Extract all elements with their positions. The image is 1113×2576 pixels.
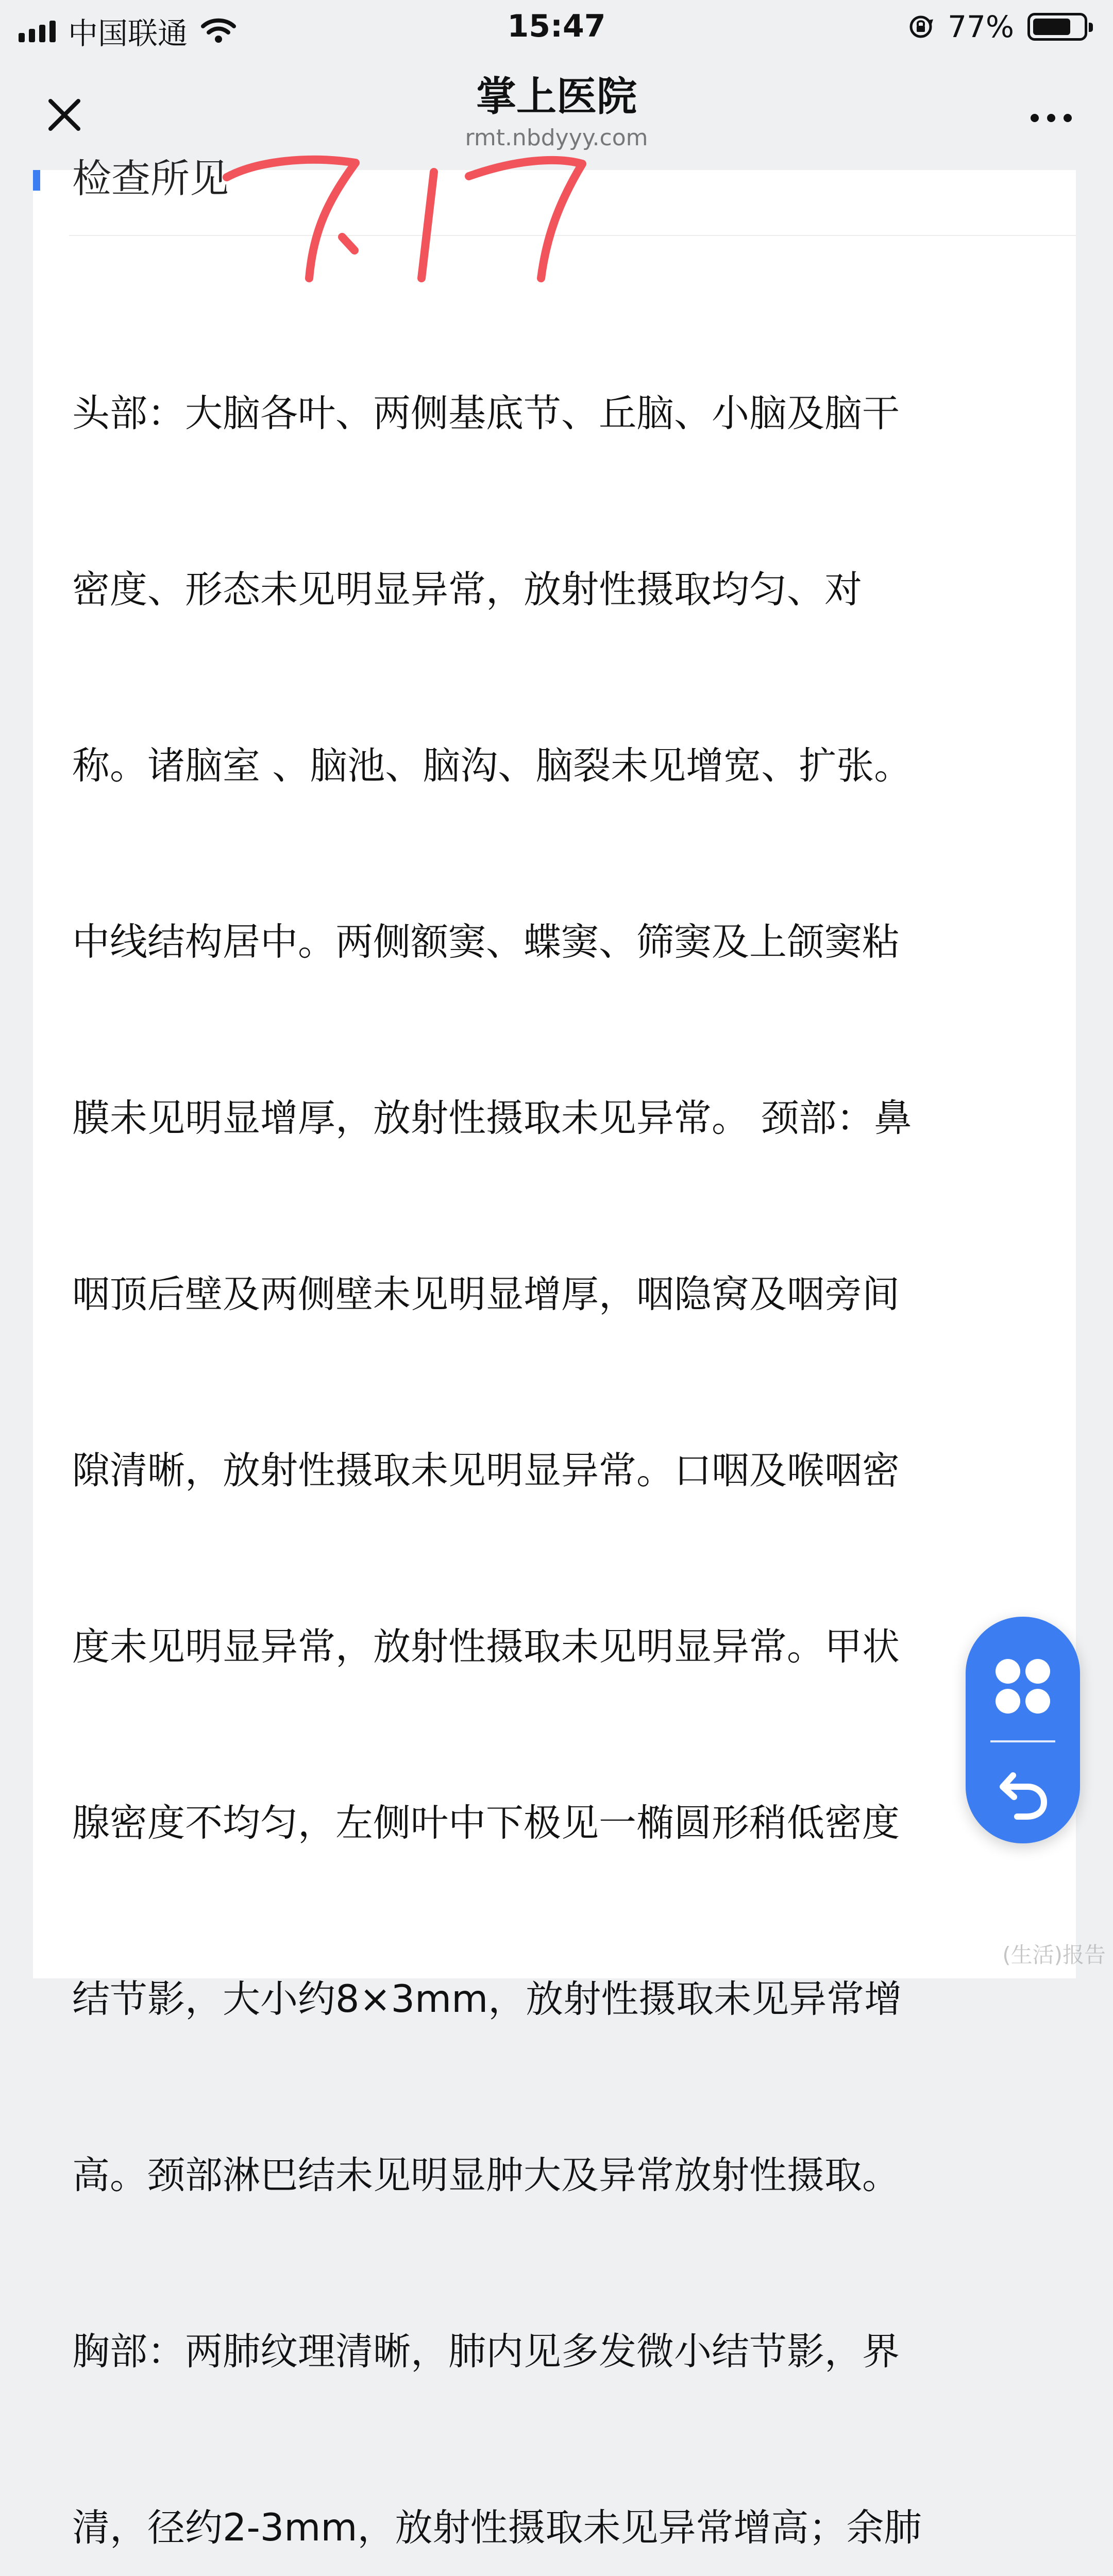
more-button[interactable] bbox=[1020, 100, 1082, 136]
nav-title-wrap bbox=[0, 71, 1113, 154]
battery-percentage: 77% bbox=[948, 9, 1014, 44]
floating-divider bbox=[990, 1740, 1055, 1742]
report-line: 中线结构居中。两侧额窦、蝶窦、筛窦及上颌窦粘 bbox=[72, 920, 900, 964]
section-accent-bar bbox=[33, 170, 40, 191]
page-title: 掌上医院 bbox=[476, 74, 637, 120]
report-line: 密度、形态未见明显异常，放射性摄取均匀、对 bbox=[72, 568, 862, 612]
grid-icon[interactable] bbox=[990, 1654, 1055, 1719]
report-line: 胸部：两肺纹理清晰，肺内见多发微小结节影，界 bbox=[72, 2330, 900, 2374]
report-line: 腺密度不均匀，左侧叶中下极见一椭圆形稍低密度 bbox=[72, 1801, 900, 1845]
status-bar bbox=[0, 0, 1113, 56]
report-line: 度未见明显异常，放射性摄取未见明显异常。甲状 bbox=[72, 1625, 900, 1669]
report-line: 结节影，大小约8×3mm，放射性摄取未见异常增 bbox=[72, 1977, 902, 2021]
section-title: 检查所见 bbox=[72, 156, 229, 201]
report-line: 称。诸脑室 、脑池、脑沟、脑裂未见增宽、扩张。 bbox=[72, 744, 912, 788]
report-card bbox=[33, 156, 1076, 2550]
carrier-name: 中国联通 bbox=[68, 16, 188, 51]
report-line: 隙清晰，放射性摄取未见明显异常。口咽及喉咽密 bbox=[72, 1449, 900, 1493]
report-line: 咽顶后壁及两侧壁未见明显增厚，咽隐窝及咽旁间 bbox=[72, 1273, 900, 1316]
watermark-text: (生活)报告 bbox=[1002, 1942, 1106, 1968]
battery-icon bbox=[1027, 13, 1087, 41]
report-line: 膜未见明显增厚，放射性摄取未见异常。 颈部：鼻 bbox=[72, 1096, 912, 1140]
more-icon-dot bbox=[1047, 114, 1055, 122]
report-line: 头部：大脑各叶、两侧基底节、丘脑、小脑及脑干 bbox=[72, 392, 900, 435]
report-text bbox=[72, 267, 1067, 2576]
handwritten-annotation bbox=[227, 149, 598, 283]
more-icon-dot bbox=[1064, 114, 1072, 122]
page-domain: rmt.nbdyyy.com bbox=[465, 125, 648, 151]
status-time: 15:47 bbox=[507, 8, 606, 44]
more-icon bbox=[1031, 114, 1039, 122]
floating-action-widget[interactable] bbox=[966, 1617, 1080, 1843]
back-icon[interactable] bbox=[993, 1761, 1053, 1821]
status-right bbox=[907, 9, 1087, 44]
report-line: 高。颈部淋巴结未见明显肿大及异常放射性摄取。 bbox=[72, 2154, 900, 2197]
orientation-lock-icon bbox=[907, 13, 934, 40]
report-line: 清，径约2-3mm，放射性摄取未见异常增高；余肺 bbox=[72, 2506, 922, 2550]
